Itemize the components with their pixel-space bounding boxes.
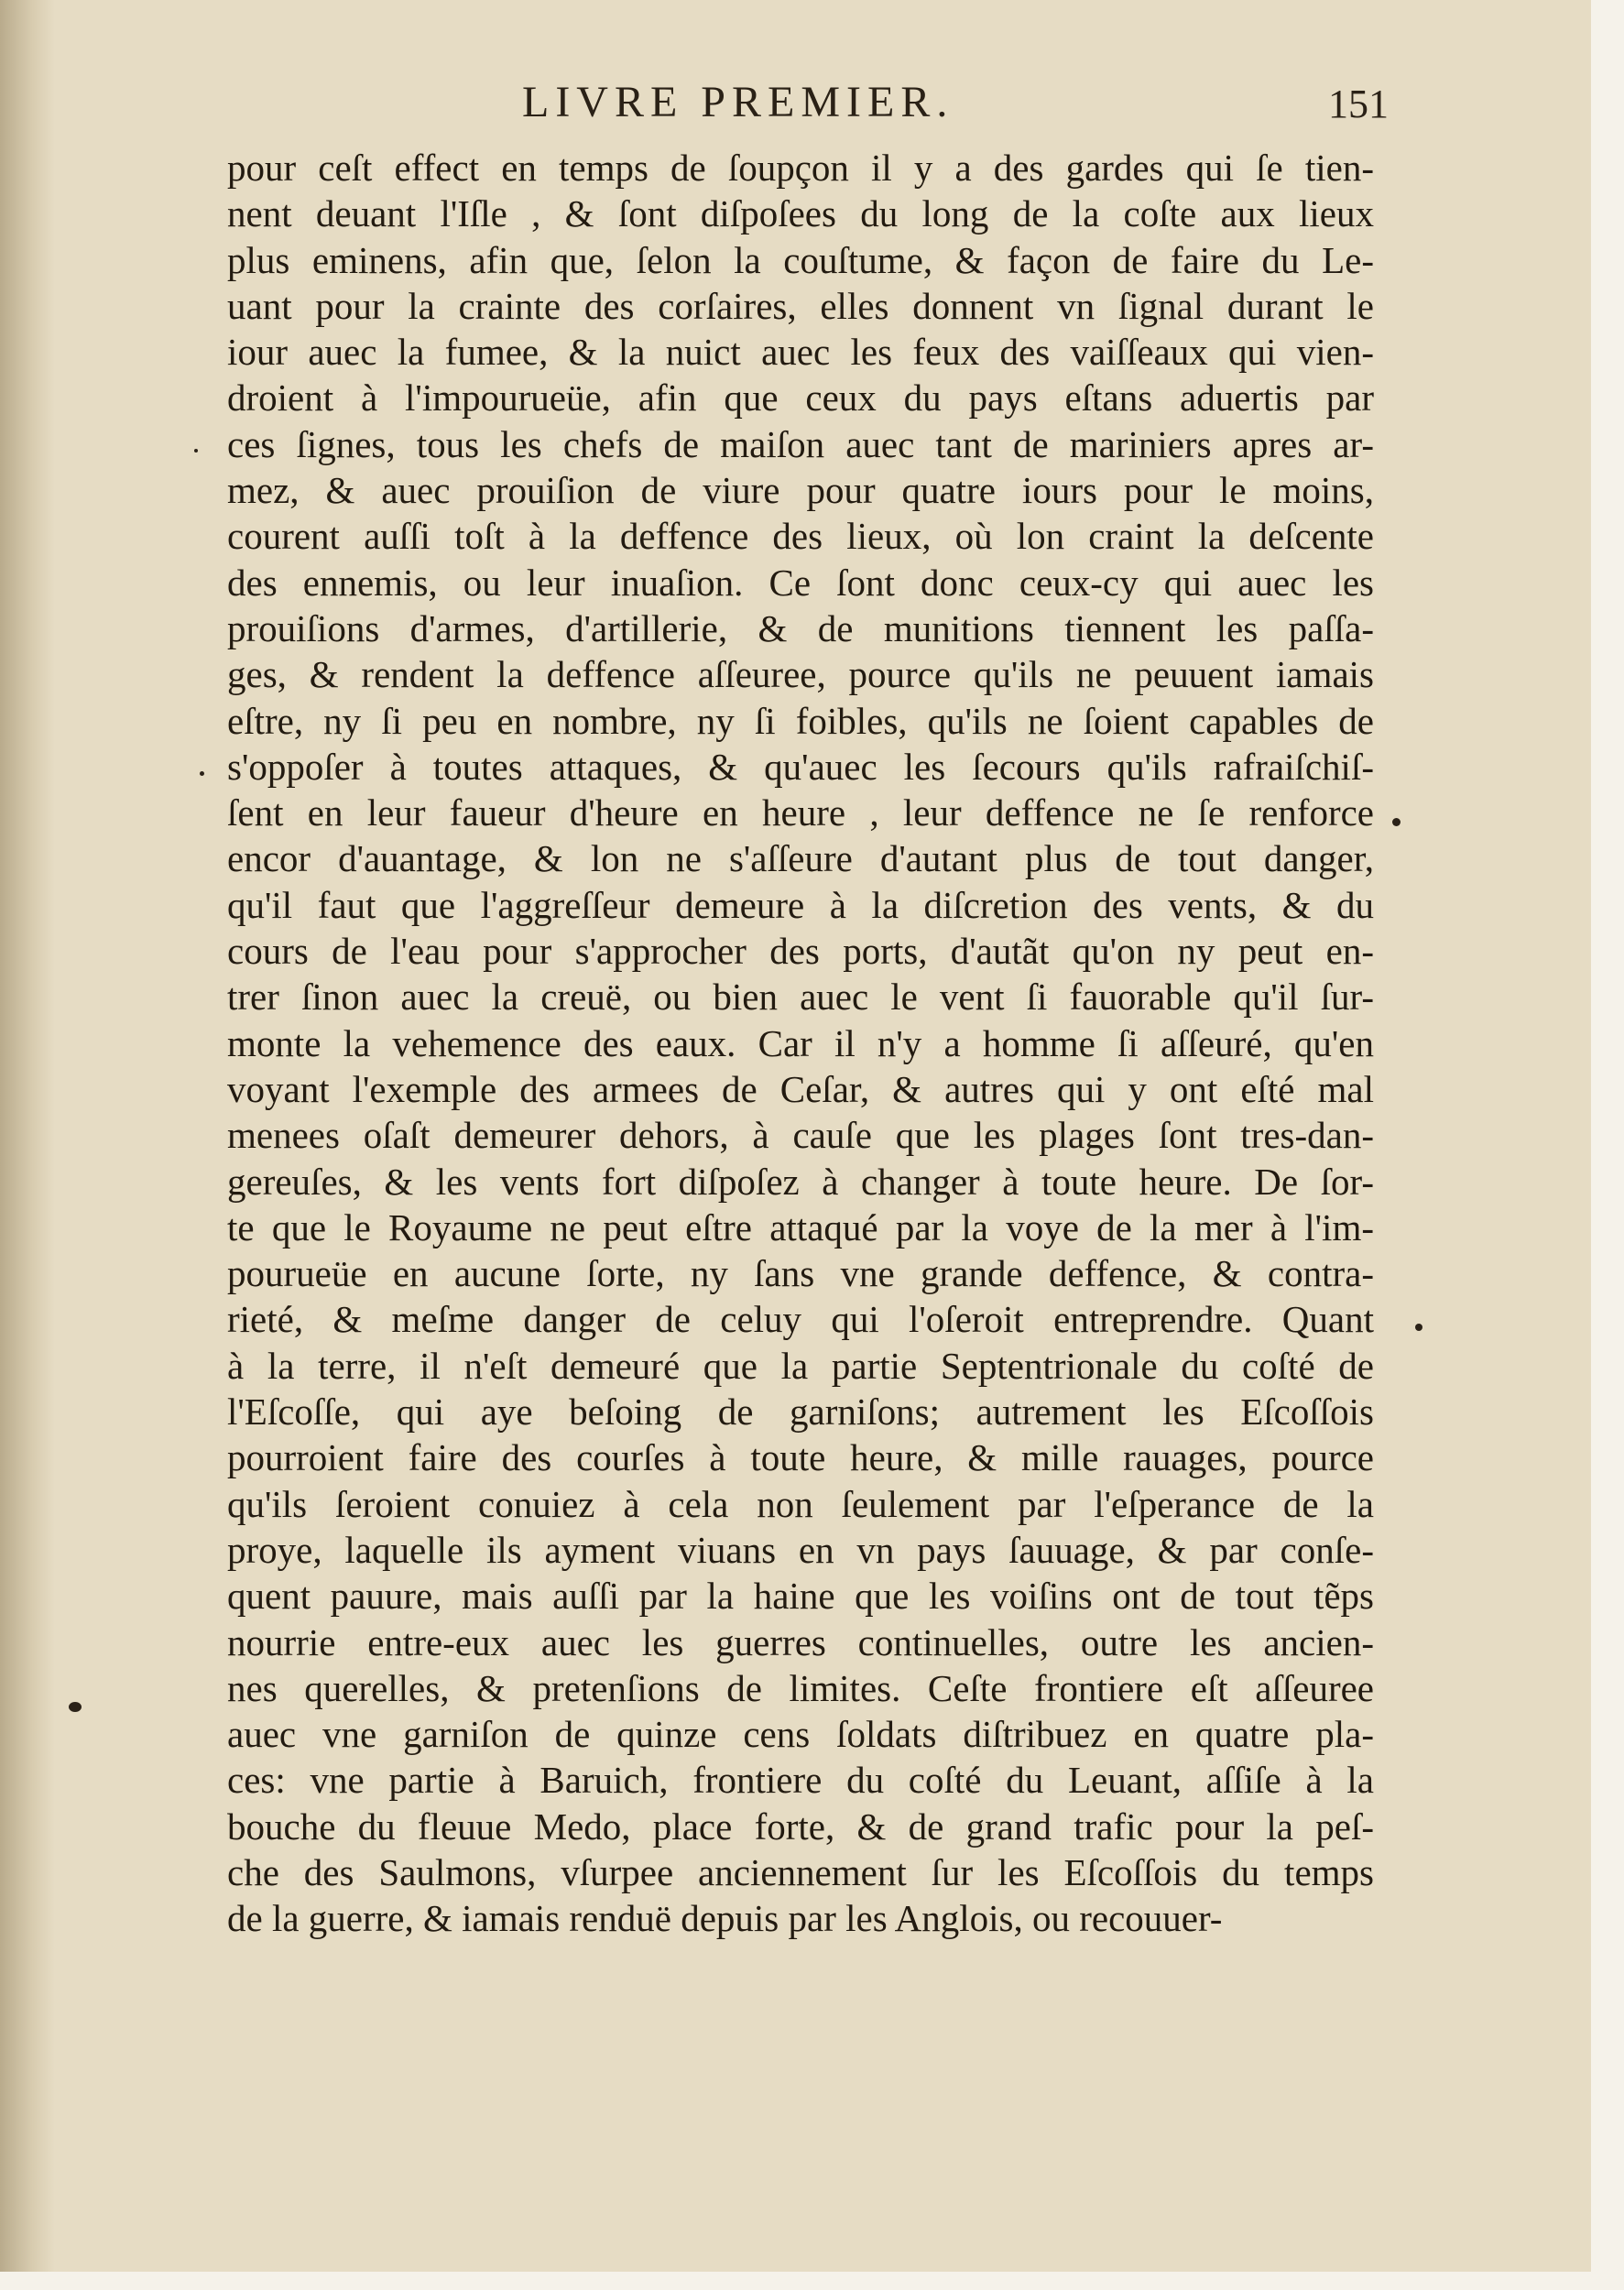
text-line: quent pauure, mais auſſi par la haine que les voiſins ont de tout tẽps: [227, 1575, 1374, 1618]
text-line: des ennemis, ou leur inuaſion. Ce ſont donc ceux-cy qui auec les: [227, 561, 1374, 604]
text-line: pourroient faire des courſes à toute heure, & mille rauages, pource: [227, 1436, 1374, 1479]
text-line: che des Saulmons, vſurpee anciennement ſur les Eſcoſſois du temps: [227, 1850, 1374, 1893]
text-line: monte la vehemence des eaux. Car il n'y a homme ſi aſſeuré, qu'en: [227, 1021, 1374, 1064]
text-line: voyant l'exemple des armees de Ceſar, & autres qui y ont eſté mal: [227, 1067, 1374, 1110]
text-line: courent auſſi toſt à la deffence des lieux, où lon craint la deſcente: [227, 515, 1374, 558]
text-line: s'oppoſer à toutes attaques, & qu'auec les ſecours qu'ils rafraiſchiſ-: [227, 745, 1374, 788]
text-line: proye, laquelle ils ayment viuans en vn pays ſauuage, & par conſe-: [227, 1528, 1374, 1571]
text-line: ges, & rendent la deffence aſſeuree, pource qu'ils ne peuuent iamais: [227, 653, 1374, 696]
text-line: trer ſinon auec la creuë, ou bien auec le vent ſi fauorable qu'il ſur-: [227, 976, 1374, 1019]
page-gutter-shadow: [0, 0, 55, 2290]
page-number: 151: [1328, 82, 1389, 126]
text-line: prouiſions d'armes, d'artillerie, & de munitions tiennent les paſſa-: [227, 606, 1374, 649]
body-text: [227, 145, 1374, 1942]
text-line: à la terre, il n'eſt demeuré que la partie Septentrionale du coſté de: [227, 1344, 1374, 1387]
text-line: iour auec la fumee, & la nuict auec les feux des vaiſſeaux qui vien-: [227, 331, 1374, 374]
text-line: plus eminens, afin que, ſelon la couſtume, & façon de faire du Le-: [227, 238, 1374, 281]
text-line: mez, & auec prouiſion de viure pour quatre iours pour le moins,: [227, 469, 1374, 512]
ink-speck: [200, 771, 204, 776]
text-line: qu'il faut que l'aggreſſeur demeure à la diſcretion des vents, & du: [227, 883, 1374, 926]
text-line: gereuſes, & les vents fort diſpoſez à changer à toute heure. De ſor-: [227, 1160, 1374, 1203]
running-head: LIVRE PREMIER.: [522, 78, 954, 126]
text-line: cours de l'eau pour s'approcher des ports, d'autãt qu'on ny peut en-: [227, 930, 1374, 973]
text-line: eſtre, ny ſi peu en nombre, ny ſi foibles, qu'ils ne ſoient capables de: [227, 699, 1374, 742]
text-line: te que le Royaume ne peut eſtre attaqué par la voye de la mer à l'im-: [227, 1205, 1374, 1249]
text-line: ces ſignes, tous les chefs de maiſon auec tant de mariniers apres ar-: [227, 422, 1374, 465]
ink-speck: [69, 1702, 82, 1712]
text-line: qu'ils ſeroient conuiez à cela non ſeulement par l'eſperance de la: [227, 1482, 1374, 1525]
text-line: rieté, & meſme danger de celuy qui l'oſeroit entreprendre. Quant: [227, 1298, 1374, 1341]
page-header: [0, 77, 1624, 132]
text-line: nent deuant l'Iſle , & ſont diſpoſees du long de la coſte aux lieux: [227, 192, 1374, 235]
text-line: pourueüe en aucune ſorte, ny ſans vne grande deffence, & contra-: [227, 1252, 1374, 1295]
text-line: l'Eſcoſſe, qui aye beſoing de garniſons; autrement les Eſcoſſois: [227, 1390, 1374, 1434]
page-bottom-margin: [0, 2272, 1624, 2290]
ink-speck: [1415, 1324, 1422, 1331]
text-line: pour ceſt effect en temps de ſoupçon il y a des gardes qui ſe tien-: [227, 147, 1374, 189]
text-line: nourrie entre-eux auec les guerres continuelles, outre les ancien-: [227, 1620, 1374, 1663]
text-line: menees oſaſt demeurer dehors, à cauſe que les plages ſont tres-dan-: [227, 1114, 1374, 1157]
text-line: ſent en leur faueur d'heure en heure , leur deffence ne ſe renforce: [227, 791, 1374, 834]
text-line: uant pour la crainte des corſaires, elles donnent vn ſignal durant le: [227, 284, 1374, 327]
text-line: de la guerre, & iamais renduë depuis par les Anglois, ou recouuer-: [227, 1897, 1223, 1940]
ink-speck: [1392, 818, 1401, 826]
ink-speck: [194, 449, 198, 453]
text-line: auec vne garniſon de quinze cens ſoldats diſtribuez en quatre pla-: [227, 1713, 1374, 1756]
text-line: droient à l'impourueüe, afin que ceux du pays eſtans aduertis par: [227, 376, 1374, 420]
text-line: nes querelles, & pretenſions de limites. Ceſte frontiere eſt aſſeuree: [227, 1666, 1374, 1709]
text-line: encor d'auantage, & lon ne s'aſſeure d'autant plus de tout danger,: [227, 837, 1374, 880]
text-line: ces: vne partie à Baruich, frontiere du coſté du Leuant, aſſiſe à la: [227, 1759, 1374, 1802]
text-line: bouche du fleuue Medo, place forte, & de grand trafic pour la peſ-: [227, 1805, 1374, 1848]
page-right-margin: [1591, 0, 1624, 2290]
